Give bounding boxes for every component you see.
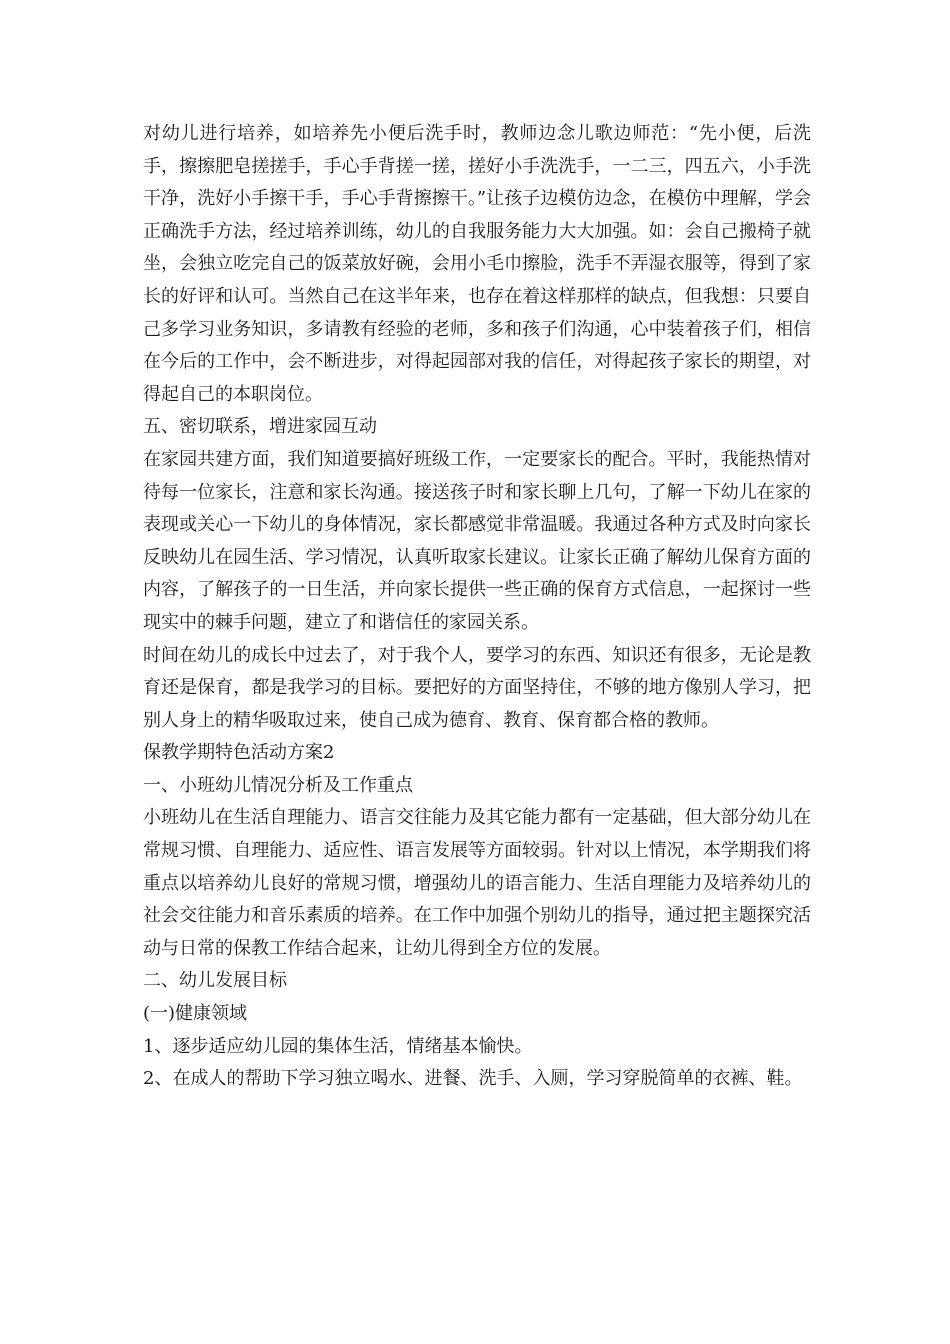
- paragraph-hygiene-training: 对幼儿进行培养，如培养先小便后洗手时，教师边念儿歌边师范：“先小便，后洗手，擦擦肥皂搓搓手，手心手背搓一搓，搓好小手洗洗手，一二三，四五六，小手洗干净，洗好小手擦干手，手心手背擦擦干。”让孩子边模仿边念，在模仿中理解，学会正确洗手方法，经过培养训练，幼儿的自我服务能力大大加强。如：会自己搬椅子就坐，会独立吃完自己的饭菜放好碗，会用小毛巾擦脸，洗手不弄湿衣服等，得到了家长的好评和认可。当然自己在这半年来，也存在着这样那样的缺点，但我想：只要自己多学习业务知识，多请教有经验的老师，多和孩子们沟通，心中装着孩子们，相信在今后的工作中，会不断进步，对得起园部对我的信任，对得起孩子家长的期望，对得起自己的本职岗位。: [143, 123, 811, 405]
- section-heading-goals: 二、幼儿发展目标: [143, 970, 287, 992]
- section-heading-analysis: 一、小班幼儿情况分析及工作重点: [143, 774, 413, 796]
- list-item-goal-1: 1、逐步适应幼儿园的集体生活，情绪基本愉快。: [143, 1035, 533, 1057]
- section-heading-home-school: 五、密切联系，增进家园互动: [143, 416, 377, 438]
- paragraph-home-school: 在家园共建方面，我们知道要搞好班级工作，一定要家长的配合。平时，我能热情对待每一位家长，注意和家长沟通。接送孩子时和家长聊上几句，了解一下幼儿在家的表现或关心一下幼儿的身体情况，家长都感觉非常温暖。我通过各种方式及时向家长反映幼儿在园生活、学习情况，认真听取家长建议。让家长正确了解幼儿保育方面的内容，了解孩子的一日生活，并向家长提供一些正确的保育方式信息，一起探讨一些现实中的棘手问题，建立了和谐信任的家园关系。: [143, 448, 811, 633]
- paragraph-summary: 时间在幼儿的成长中过去了，对于我个人，要学习的东西、知识还有很多，无论是教育还是保育，都是我学习的目标。要把好的方面坚持住，不够的地方像别人学习，把别人身上的精华吸取过来，使自己成为德育、教育、保育都合格的教师。: [143, 644, 811, 731]
- document-body: [143, 118, 811, 1096]
- subsection-heading-health: (一)健康领域: [143, 1003, 248, 1025]
- list-item-goal-2: 2、在成人的帮助下学习独立喝水、进餐、洗手、入厕，学习穿脱简单的衣裤、鞋。: [143, 1068, 803, 1090]
- paragraph-analysis: 小班幼儿在生活自理能力、语言交往能力及其它能力都有一定基础，但大部分幼儿在常规习惯、自理能力、适应性、语言发展等方面较弱。针对以上情况，本学期我们将重点以培养幼儿良好的常规习惯，增强幼儿的语言能力、生活自理能力及培养幼儿的社会交往能力和音乐素质的培养。在工作中加强个别幼儿的指导，通过把主题探究活动与日常的保教工作结合起来，让幼儿得到全方位的发展。: [143, 807, 811, 959]
- document-title-plan-2: 保教学期特色活动方案2: [143, 742, 335, 764]
